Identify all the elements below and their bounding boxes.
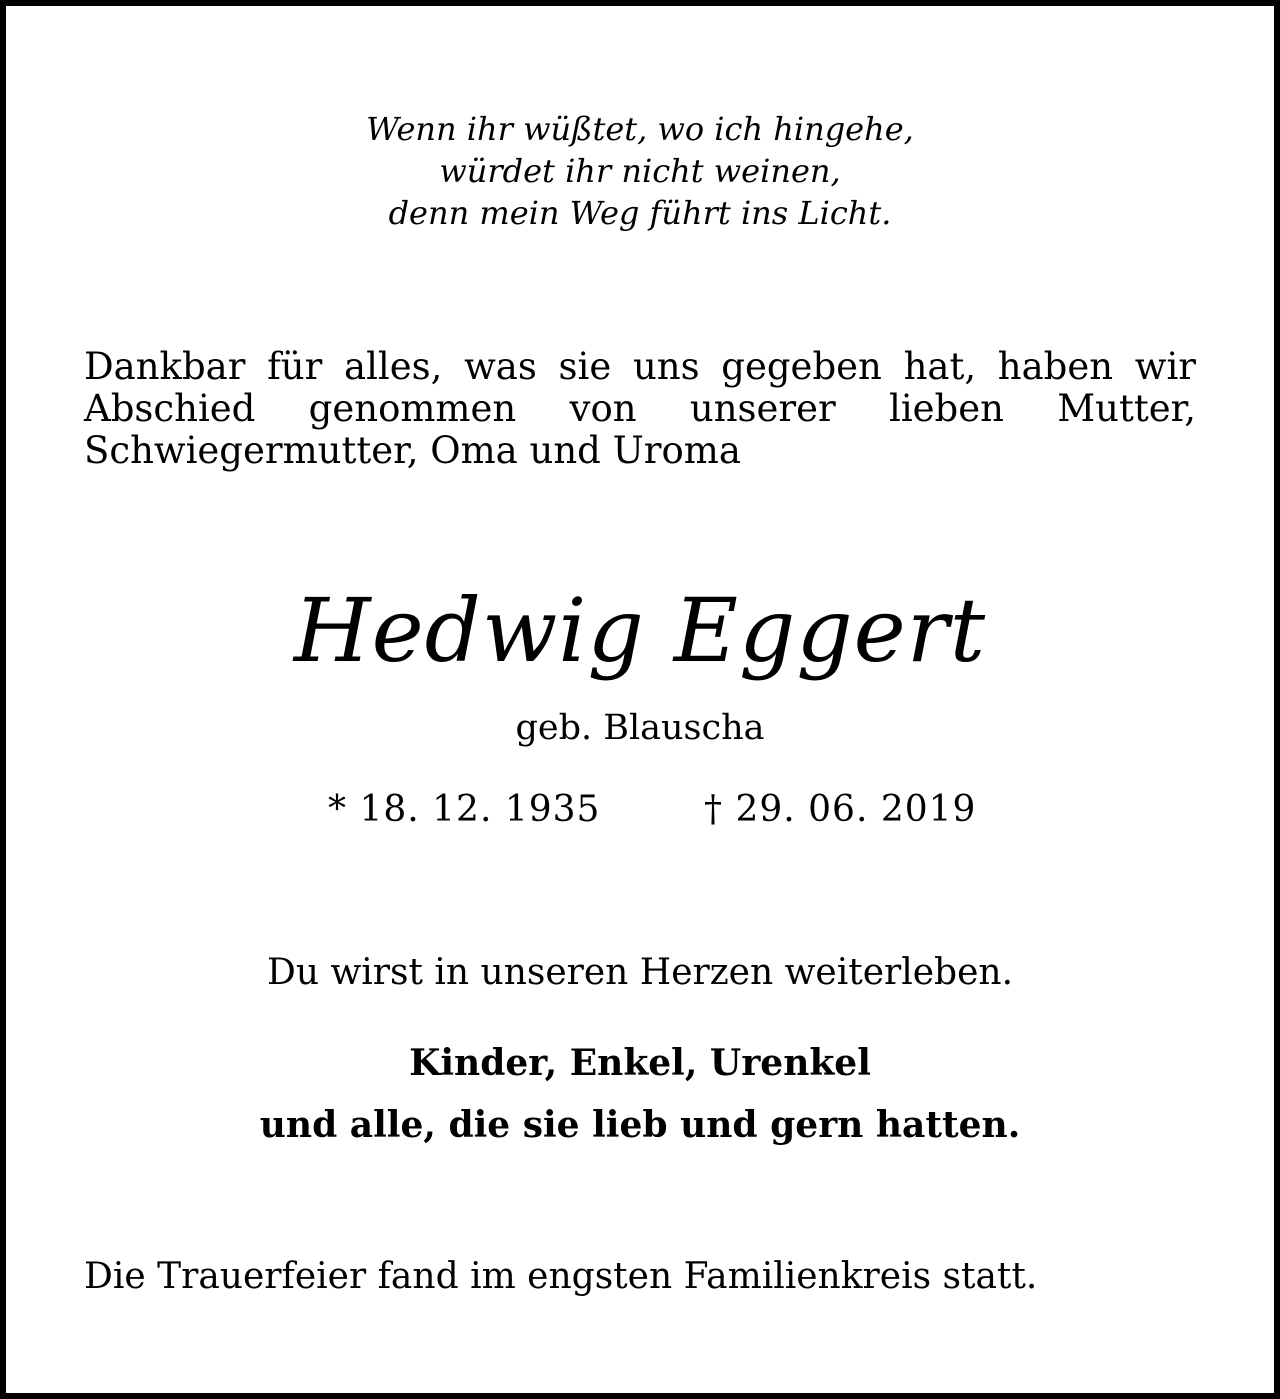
verse-line: würdet ihr nicht weinen,: [439, 152, 841, 190]
sentiment-line: Du wirst in unseren Herzen weiterleben.: [266, 952, 1014, 993]
maiden-name: geb. Blauscha: [515, 708, 765, 748]
verse-line: Wenn ihr wüßtet, wo ich hingehe,: [366, 110, 914, 148]
death-date: † 29. 06. 2019: [704, 789, 977, 830]
verse-line: denn mein Weg führt ins Licht.: [388, 194, 892, 232]
mourners-line: Kinder, Enkel, Urenkel: [409, 1042, 871, 1084]
intro-line: Schwiegermutter, Oma und Uroma: [84, 429, 741, 472]
birth-date: * 18. 12. 1935: [328, 789, 601, 830]
intro-line: Dankbar für alles, was sie uns gegeben hat, haben wir: [84, 345, 1196, 388]
intro-line: Abschied genommen von unserer lieben Mutter,: [84, 387, 1196, 430]
mourners-block: [6, 1032, 1274, 1156]
deceased-name: Hedwig Eggert: [293, 579, 987, 682]
service-note: Die Trauerfeier fand im engsten Familienkreis statt.: [84, 1256, 1038, 1297]
mourners-line: und alle, die sie lieb und gern hatten.: [259, 1104, 1021, 1146]
memorial-verse: [6, 108, 1274, 234]
intro-paragraph: [84, 346, 1196, 472]
